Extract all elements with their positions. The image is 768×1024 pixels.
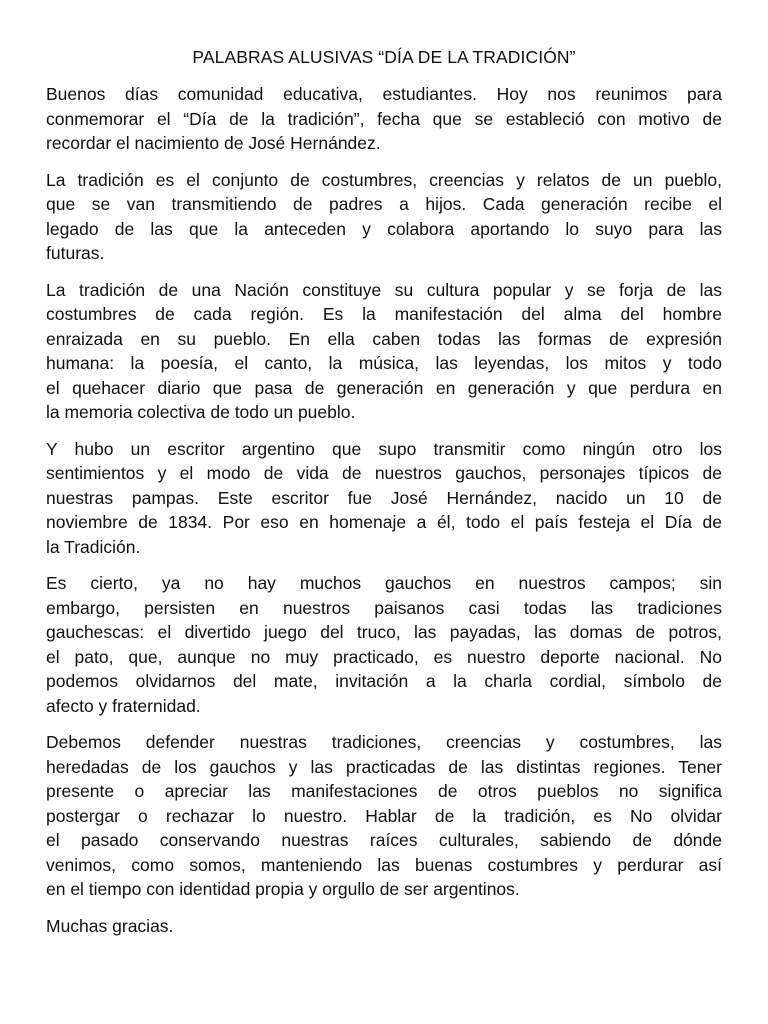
- paragraph: [46, 278, 722, 425]
- text-line: venimos, como somos, manteniendo las buenas costumbres y perdurar así: [46, 854, 722, 875]
- text-line: presente o apreciar las manifestaciones de otros pueblos no significa: [46, 781, 722, 801]
- text-line: gauchescas: el divertido juego del truco, las payadas, las domas de potros,: [46, 622, 722, 642]
- text-line: Es cierto, ya no hay muchos gauchos en nuestros campos; sin: [46, 573, 722, 593]
- text-line: recordar el nacimiento de José Hernández.: [46, 133, 381, 153]
- text-line: la memoria colectiva de todo un pueblo.: [46, 402, 356, 422]
- text-line: heredadas de los gauchos y las practicadas de las distintas regiones. Tener: [46, 756, 722, 777]
- text-line: conmemorar el “Día de la tradición”, fecha que se estableció con motivo de: [46, 108, 722, 129]
- text-line: el pato, que, aunque no muy practicado, es nuestro deporte nacional. No: [46, 646, 722, 667]
- text-line: podemos olvidarnos del mate, invitación a la charla cordial, símbolo de: [46, 671, 722, 691]
- text-line: Muchas gracias.: [46, 915, 174, 936]
- text-line: Y hubo un escritor argentino que supo transmitir como ningún otro los: [46, 438, 722, 459]
- paragraph: [46, 914, 722, 939]
- text-line: La tradición es el conjunto de costumbres, creencias y relatos de un pueblo,: [46, 169, 722, 190]
- text-line: afecto y fraternidad.: [46, 695, 201, 716]
- text-line: Debemos defender nuestras tradiciones, creencias y costumbres, las: [46, 732, 722, 752]
- text-line: en el tiempo con identidad propia y orgullo de ser argentinos.: [46, 879, 520, 899]
- text-line: humana: la poesía, el canto, la música, las leyendas, los mitos y todo: [46, 353, 722, 373]
- text-line: sentimientos y el modo de vida de nuestros gauchos, personajes típicos de: [46, 463, 722, 483]
- text-line: La tradición de una Nación constituye su cultura popular y se forja de las: [46, 279, 722, 300]
- paragraph: [46, 82, 722, 156]
- paragraph: [46, 168, 722, 266]
- text-line: legado de las que la anteceden y colabora aportando lo suyo para las: [46, 218, 722, 239]
- document-title: PALABRAS ALUSIVAS “DÍA DE LA TRADICIÓN”: [192, 47, 576, 67]
- paragraph: [46, 437, 722, 560]
- text-line: la Tradición.: [46, 536, 141, 557]
- text-line: nuestras pampas. Este escritor fue José Hernández, nacido un 10 de: [46, 487, 722, 508]
- paragraph: [46, 571, 722, 718]
- text-line: que se van transmitiendo de padres a hijos. Cada generación recibe el: [46, 194, 722, 214]
- text-line: postergar o rechazar lo nuestro. Hablar de la tradición, es No olvidar: [46, 805, 722, 826]
- text-line: futuras.: [46, 243, 105, 263]
- text-line: el quehacer diario que pasa de generación en generación y que perdura en: [46, 377, 722, 398]
- document-body: [46, 82, 722, 938]
- text-line: Buenos días comunidad educativa, estudiantes. Hoy nos reunimos para: [46, 84, 722, 104]
- text-line: el pasado conservando nuestras raíces culturales, sabiendo de dónde: [46, 830, 722, 850]
- text-line: embargo, persisten en nuestros paisanos casi todas las tradiciones: [46, 597, 722, 618]
- paragraph: [46, 730, 722, 902]
- text-line: enraizada en su pueblo. En ella caben todas las formas de expresión: [46, 328, 722, 349]
- text-line: costumbres de cada región. Es la manifestación del alma del hombre: [46, 304, 722, 324]
- text-line: noviembre de 1834. Por eso en homenaje a él, todo el país festeja el Día de: [46, 512, 722, 532]
